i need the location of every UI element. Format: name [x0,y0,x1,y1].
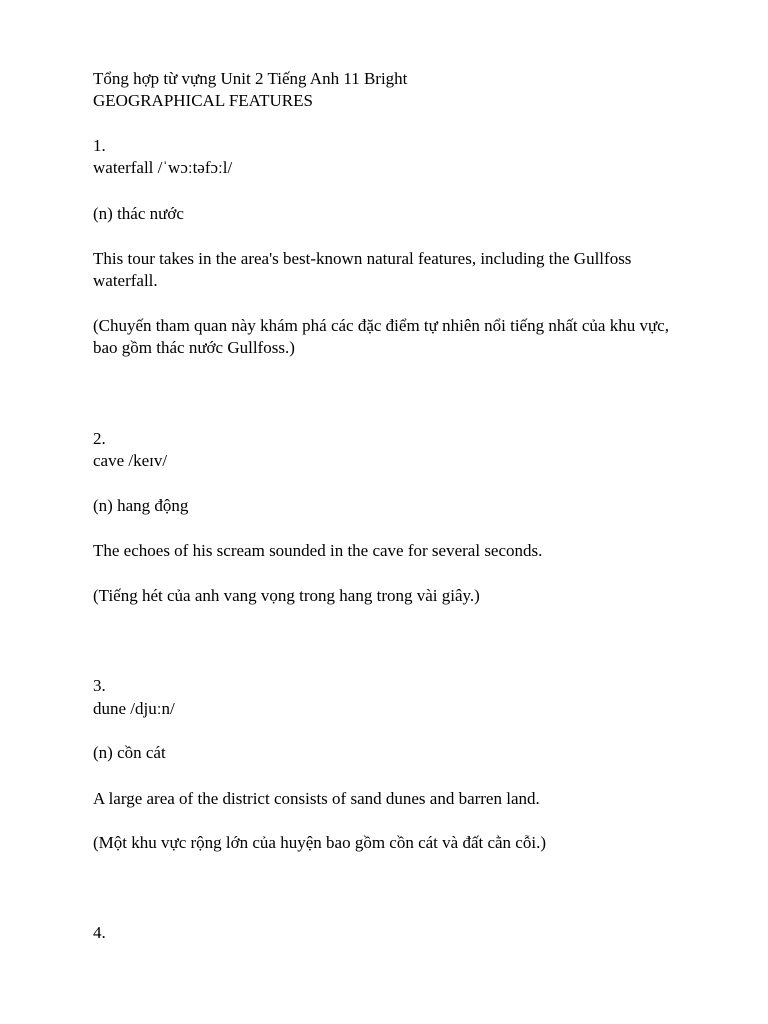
entry-translation: (Tiếng hét của anh vang vọng trong hang trong vài giây.) [93,586,480,605]
entry-number: 2. [93,429,106,448]
entry-headword: cave /keɪv/ [93,451,168,470]
section-heading: GEOGRAPHICAL FEATURES [93,91,313,110]
entry-translation: (Chuyến tham quan này khám phá các đặc điểm tự nhiên nổi tiếng nhất của khu vực, bao gồm thác nước Gullfoss.) [93,316,669,357]
entry-headword: waterfall /ˈwɔːtəfɔːl/ [93,158,233,177]
document-title: Tổng hợp từ vựng Unit 2 Tiếng Anh 11 Bright [93,69,408,88]
entry-example: This tour takes in the area's best-known natural features, including the Gullfoss waterfall. [93,249,632,290]
entry-definition: (n) cồn cát [93,743,166,762]
entry-definition: (n) hang động [93,496,189,515]
entry-number: 4. [93,923,106,942]
entry-number: 1. [93,136,106,155]
entry-number: 3. [93,676,106,695]
entry-translation: (Một khu vực rộng lớn của huyện bao gồm cồn cát và đất cằn cỗi.) [93,833,546,852]
entry-headword: dune /djuːn/ [93,699,175,718]
entry-example: A large area of the district consists of sand dunes and barren land. [93,789,540,808]
entry-definition: (n) thác nước [93,204,184,223]
entry-example: The echoes of his scream sounded in the cave for several seconds. [93,541,543,560]
